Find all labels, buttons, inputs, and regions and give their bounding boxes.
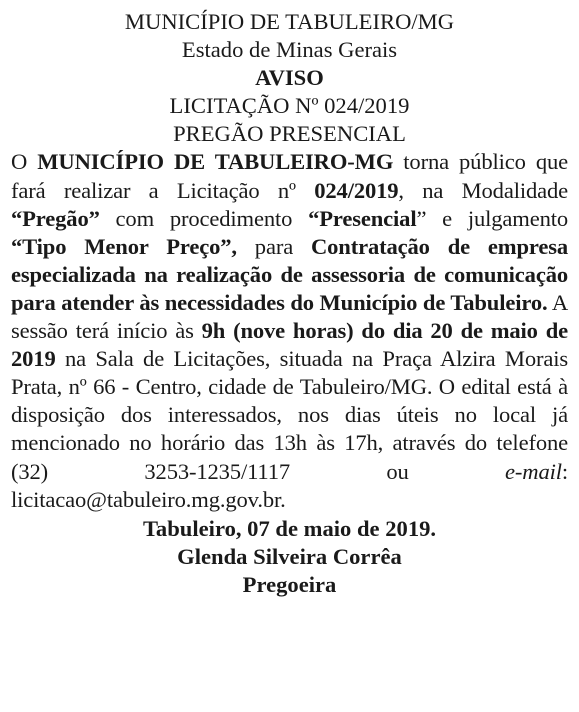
procedure: “Presencial	[308, 205, 417, 231]
municipality-name: MUNICÍPIO DE TABULEIRO-MG	[37, 149, 394, 175]
bid-code: 024/2019	[314, 177, 399, 203]
signer-name: Glenda Silveira Corrêa	[177, 543, 402, 569]
municipality-heading: MUNICÍPIO DE TABULEIRO/MG	[124, 9, 455, 34]
signature-block	[11, 515, 568, 599]
body-text-segment: A sessão terá início às	[11, 289, 568, 344]
place-date: Tabuleiro, 07 de maio de 2019.	[142, 515, 437, 541]
body-text-segment: para	[236, 233, 311, 259]
session-datetime: 9h (nove horas) do dia 20 de maio de 2019	[11, 318, 568, 372]
signer-role: Pregoeira	[242, 571, 337, 597]
body-text-segment: , na Modalidade	[398, 177, 569, 203]
contact-email: : licitacao@tabuleiro.mg.gov.br.	[11, 458, 568, 512]
bid-number: LICITAÇÃO Nº 024/2019	[169, 93, 410, 119]
judgment-type: “Tipo Menor Preço”,	[11, 233, 237, 259]
bid-type: PREGÃO PRESENCIAL	[173, 121, 406, 147]
bid-object: Contratação de empresa especializada na realização de assessoria de comunicação para atender às necessidades do Município de Tabuleiro.	[11, 233, 568, 315]
notice-document	[11, 8, 568, 599]
body-text-segment: com procedimento	[99, 205, 309, 231]
body-text-segment: na Sala de Licitações, situada na Praça Alzira Morais Prata, nº 66 - Centro, cidade de Tabuleiro/MG. O edital está à disposição dos interessados, nos dias úteis no local já mencionado no horário das 13h às 17h, através do telefone (32) 3253-1235/1117 ou	[11, 346, 568, 484]
body-text-segment: ” e julgamento	[416, 205, 569, 231]
email-label: e-mail	[505, 458, 562, 484]
body-text-segment: O	[11, 149, 38, 175]
notice-body	[11, 148, 568, 513]
notice-title: AVISO	[255, 65, 324, 91]
state-heading: Estado de Minas Gerais	[181, 37, 398, 63]
body-text-segment: torna público que fará realizar a Licitação nº	[11, 149, 568, 203]
modality: “Pregão”	[11, 205, 100, 231]
